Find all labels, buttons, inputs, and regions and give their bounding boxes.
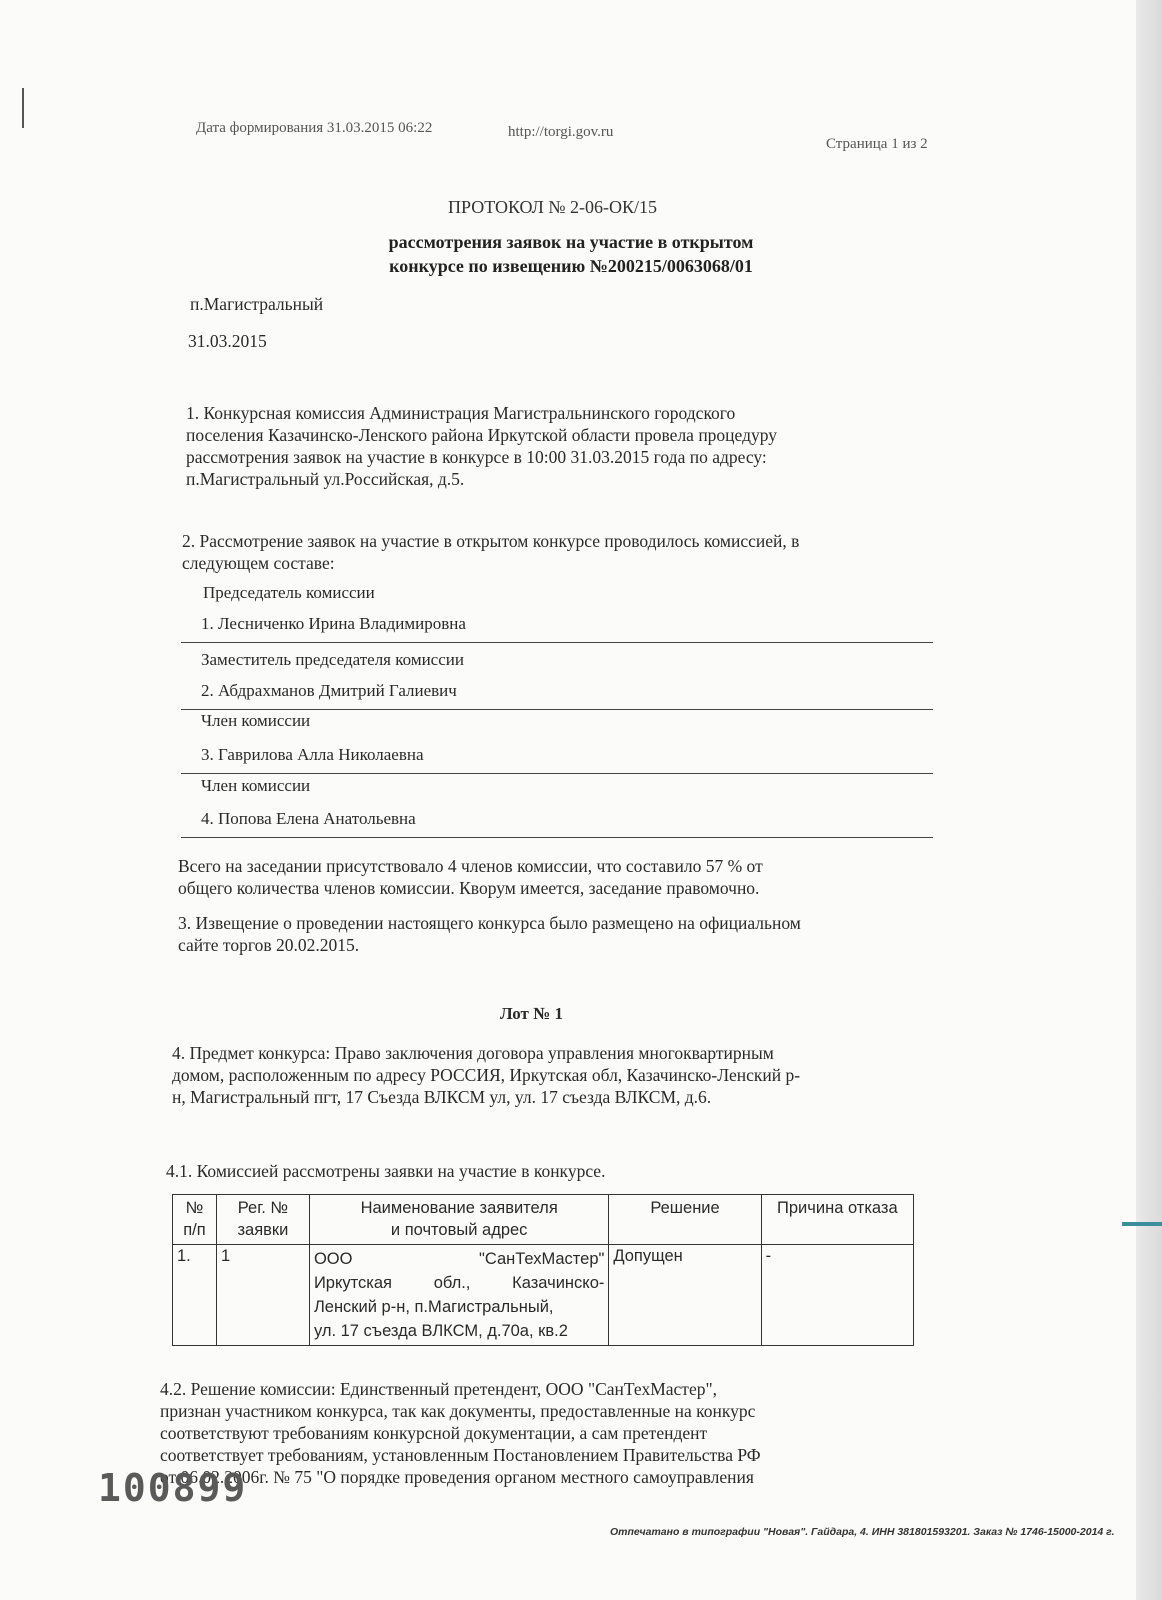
applicant-text: Казачинско- <box>512 1274 605 1292</box>
header-text: и почтовый адрес <box>390 1221 528 1239</box>
member-role: Член комиссии <box>201 776 311 795</box>
member-name: 2. Абдрахманов Дмитрий Галиевич <box>201 681 457 700</box>
cell-applicant <box>309 1245 608 1346</box>
member-divider <box>181 837 933 838</box>
member-divider <box>181 642 933 643</box>
applicant-org-type: ООО <box>313 1250 353 1268</box>
applicant-line <box>314 1271 604 1295</box>
applicant-text: Иркутская <box>313 1274 392 1292</box>
subtitle-line-1: рассмотрения заявок на участие в открытом <box>388 232 754 252</box>
section-4 <box>172 1042 932 1108</box>
section-2-line-1: 2. Рассмотрение заявок на участие в открытом конкурсе проводилось комиссией, в <box>182 531 800 551</box>
attendance-line-2: общего количества членов комиссии. Кворум имеется, заседание правомочно. <box>178 878 760 898</box>
table-header <box>309 1195 608 1245</box>
cell-reason: - <box>761 1245 913 1346</box>
section-1-line-4: п.Магистральный ул.Российская, д.5. <box>186 469 465 489</box>
applicant-text: обл., <box>433 1274 471 1292</box>
cell-number: 1. <box>173 1245 217 1346</box>
section-3-line-1: 3. Извещение о проведении настоящего конкурса было размещено на официальном <box>178 913 801 933</box>
applications-table <box>172 1194 914 1346</box>
section-4-2-line-1: 4.2. Решение комиссии: Единственный претендент, ООО "СанТехМастер", <box>160 1379 717 1399</box>
section-4-line-2: домом, расположенным по адресу РОССИЯ, Иркутская обл, Казачинско-Ленский р- <box>172 1065 801 1085</box>
section-1-line-3: рассмотрения заявок на участие в конкурсе в 10:00 31.03.2015 года по адресу: <box>186 447 767 467</box>
section-4-1: 4.1. Комиссией рассмотрены заявки на участие в конкурсе. <box>166 1161 606 1181</box>
section-3-line-2: сайте торгов 20.02.2015. <box>178 935 360 955</box>
header-url: http://torgi.gov.ru <box>508 124 614 140</box>
attendance-line-1: Всего на заседании присутствовало 4 членов комиссии, что составило 57 % от <box>178 856 763 876</box>
scan-mark-left <box>22 88 24 128</box>
member-name: 1. Лесниченко Ирина Владимировна <box>201 614 466 633</box>
member-divider <box>181 773 933 774</box>
stamp-number: 100899 <box>98 1466 248 1510</box>
applicant-line <box>314 1247 604 1271</box>
subtitle-line-2: конкурсе по извещению №200215/0063068/01 <box>389 256 753 276</box>
header-page: Страница 1 из 2 <box>826 136 928 152</box>
member-role: Заместитель председателя комиссии <box>201 650 464 669</box>
table-header <box>173 1195 217 1245</box>
table-header <box>216 1195 309 1245</box>
member-name: 4. Попова Елена Анатольевна <box>201 809 416 828</box>
cell-decision: Допущен <box>609 1245 761 1346</box>
section-4-2-line-5: от 06.02.2006г. № 75 "О порядке проведения органом местного самоуправления <box>160 1467 754 1487</box>
scan-mark <box>1122 1222 1162 1226</box>
section-2-line-2: следующем составе: <box>182 553 335 573</box>
applicant-text: ул. 17 съезда ВЛКСМ, д.70а, кв.2 <box>313 1322 568 1340</box>
lot-heading: Лот № 1 <box>500 1004 563 1023</box>
header-text: № <box>185 1199 204 1217</box>
table-header <box>761 1195 913 1245</box>
section-4-2-line-3: соответствуют требованиям конкурсной документации, а сам претендент <box>160 1423 708 1443</box>
applicant-org-name: "СанТехМастер" <box>478 1250 605 1268</box>
table-row <box>173 1245 914 1346</box>
member-divider <box>181 709 933 710</box>
printer-footer: Отпечатано в типографии "Новая". Гайдара, 4. ИНН 381801593201. Заказ № 1746-15000-2014 г. <box>610 1526 1115 1538</box>
section-1 <box>186 402 934 490</box>
member-role: Председатель комиссии <box>203 583 375 602</box>
section-1-line-2: поселения Казачинско-Ленского района Иркутской области провела процедуру <box>186 425 778 445</box>
header-text: заявки <box>237 1221 289 1239</box>
attendance <box>178 855 934 899</box>
scan-edge <box>1136 0 1162 1600</box>
applicant-text: Ленский р-н, п.Магистральный, <box>313 1298 554 1316</box>
place: п.Магистральный <box>190 294 324 314</box>
header-date: Дата формирования 31.03.2015 06:22 <box>196 120 433 136</box>
date: 31.03.2015 <box>188 331 267 351</box>
section-1-line-1: 1. Конкурсная комиссия Администрация Магистральнинского городского <box>186 403 736 423</box>
section-4-2-line-4: соответствует требованиям, установленным Постановлением Правительства РФ <box>160 1445 761 1465</box>
header-text: Решение <box>650 1199 720 1217</box>
section-2 <box>182 530 934 574</box>
header-text: п/п <box>183 1221 206 1239</box>
member-name: 3. Гаврилова Алла Николаевна <box>201 745 424 764</box>
section-4-line-1: 4. Предмет конкурса: Право заключения договора управления многоквартирным <box>172 1043 774 1063</box>
section-4-2 <box>160 1378 932 1488</box>
protocol-title: ПРОТОКОЛ № 2-06-ОК/15 <box>448 197 658 217</box>
table-header <box>609 1195 761 1245</box>
cell-reg-number: 1 <box>216 1245 309 1346</box>
section-4-2-line-2: признан участником конкурса, так как документы, предоставленные на конкурс <box>160 1401 756 1421</box>
section-3 <box>178 912 934 956</box>
section-4-line-3: н, Магистральный пгт, 17 Съезда ВЛКСМ ул, ул. 17 съезда ВЛКСМ, д.6. <box>172 1087 712 1107</box>
member-role: Член комиссии <box>201 711 311 730</box>
header-text: Наименование заявителя <box>360 1199 558 1217</box>
protocol-subtitle <box>346 230 796 278</box>
header-text: Рег. № <box>237 1199 289 1217</box>
header-text: Причина отказа <box>777 1199 898 1217</box>
